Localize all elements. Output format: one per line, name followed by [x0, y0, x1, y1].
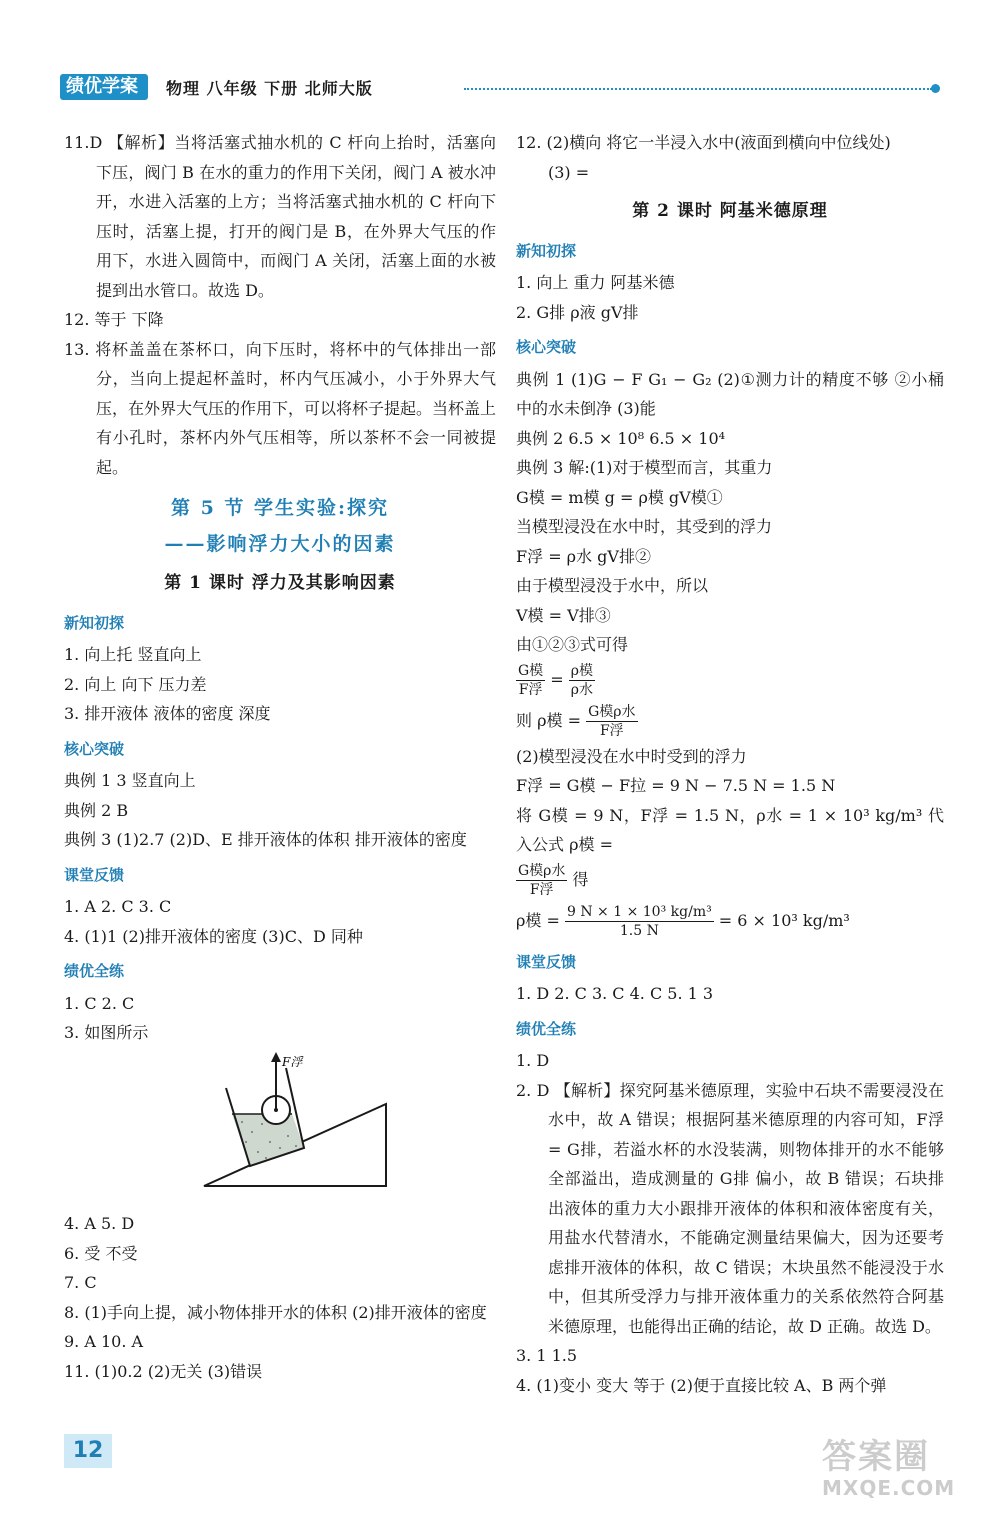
- answer-line: 1. A 2. C 3. C: [64, 897, 172, 916]
- section-subtitle: ——影响浮力大小的因素: [164, 532, 396, 555]
- answer-13: 13. 将杯盖盖在茶杯口，向下压时，将杯中的气体排出一部分，当向上提起杯盖时，杯内气压减小，小于外界大气压，在外界大气压的作用下，可以将杯子提起。当杯盖上有小孔时，茶杯内外气压相等，所以茶杯不会一同被提起。: [64, 339, 497, 477]
- header-dotted-rule: [464, 88, 932, 90]
- formula-line: G模 = m模 g = ρ模 gV模①: [516, 487, 723, 507]
- fraction-equation-b: 则 ρ模 = $\frac{\text{G模ρ水}}{\text{F浮}}$: [516, 703, 636, 739]
- answer-line: 11. (1)0.2 (2)无关 (3)错误: [64, 1361, 263, 1381]
- answer-line: 4. A 5. D: [64, 1214, 135, 1233]
- answer-12: 12. 等于 下降: [64, 310, 164, 329]
- answer-line: 9. A 10. A: [64, 1332, 144, 1351]
- fraction-equation-a: $\frac{\text{G模}}{\text{F浮}}$ = $\frac{\text{ρ模}}{\text{ρ水}}$: [518, 662, 594, 698]
- brand-logo: 绩优学案: [60, 74, 148, 100]
- heading-feedback: 课堂反馈: [64, 865, 125, 884]
- answer-line: 7. C: [64, 1273, 97, 1292]
- fraction-equation-d: ρ模 = $\frac{\text{9 N × 1 × 10³ kg/m³}}{1.5 N}$ = 6 × 10³ kg/m³: [516, 903, 850, 939]
- example-1: 典例 1 (1)G − F G₁ − G₂ (2)①测力计的精度不够 ②小桶中的水未倒净 (3)能: [516, 369, 944, 418]
- fraction: $\frac{\text{G模ρ水}}{\text{F浮}}$: [588, 703, 636, 739]
- buoyancy-diagram: [200, 1052, 390, 1196]
- formula-line: 由于模型浸没于水中，所以: [516, 576, 709, 595]
- example-3: 典例 3 (1)2.7 (2)D、E 排开液体的体积 排开液体的密度: [64, 830, 467, 849]
- fraction: $\frac{\text{G模ρ水}}{\text{F浮}}$: [518, 862, 566, 898]
- right-column: [516, 128, 944, 1400]
- heading-new-knowledge: 新知初探: [516, 241, 577, 260]
- example-2: 典例 2 B: [64, 800, 129, 820]
- formula-line: F浮 = G模 − F拉 = 9 N − 7.5 N = 1.5 N: [516, 776, 836, 795]
- answer-line: 2. 向上 向下 压力差: [64, 674, 207, 694]
- formula-line: F浮 = ρ水 gV排②: [516, 546, 651, 566]
- section-title: 第 5 节 学生实验:探究: [170, 497, 390, 519]
- book-subject: 物理 八年级 下册 北师大版: [166, 79, 373, 98]
- answer-line: 1. 向上托 竖直向上: [64, 645, 202, 664]
- heading-feedback: 课堂反馈: [516, 952, 577, 971]
- header-dot-icon: [931, 84, 940, 93]
- answer-line: 1. D: [516, 1051, 550, 1070]
- lesson-title: 第 1 课时 浮力及其影响因素: [164, 573, 396, 593]
- watermark-site: MXQE.COM: [822, 1476, 956, 1500]
- buoyancy-force-label: F浮: [282, 1054, 303, 1069]
- answer-line: 4. (1)1 (2)排开液体的密度 (3)C、D 同种: [64, 926, 363, 946]
- fraction: $\frac{\text{ρ模}}{\text{ρ水}}$: [570, 662, 594, 698]
- answer-line: 3. 如图所示: [64, 1023, 149, 1042]
- page-header: [60, 74, 940, 104]
- watermark-logo: 答案圈: [822, 1437, 930, 1477]
- answer-2: 2. D 【解析】探究阿基米德原理，实验中石块不需要浸没在水中，故 A 错误；根据阿基米德原理的内容可知，F浮 = G排，若溢水杯的水没装满，则物体排开的水不能够全部溢出，造成测量的 G排 偏小，故 B 错误；石块排出液体的重力大小跟排开液体的体积和液体密度有关，用盐水代替清水，不能确定测量结果偏大，因为还要考虑排开液体的体积，故 C 错误；木块虽然不能浸没于水中，但其所受浮力与排开液体重力的关系依然符合阿基米德原理，也能得出正确的结论，故 D 正确。故选 D。: [516, 1080, 944, 1336]
- fraction: $\frac{\text{G模}}{\text{F浮}}$: [518, 662, 544, 698]
- heading-core: 核心突破: [64, 739, 125, 758]
- left-column: [64, 128, 496, 1386]
- formula-line: 将 G模 = 9 N，F浮 = 1.5 N，ρ水 = 1 × 10³ kg/m³ 代入公式 ρ模 =: [516, 805, 944, 854]
- example-2: 典例 2 6.5 × 10⁸ 6.5 × 10⁴: [516, 428, 726, 448]
- heading-practice: 绩优全练: [516, 1019, 577, 1038]
- fraction-equation-c: $\frac{\text{G模ρ水}}{\text{F浮}}$ 得: [518, 862, 589, 898]
- answer-line: 2. G排 ρ液 gV排: [516, 302, 639, 322]
- answer-12-3: (3) =: [548, 162, 590, 182]
- answer-line: 1. C 2. C: [64, 993, 135, 1013]
- answer-line: 3. 1 1.5: [516, 1346, 578, 1365]
- example-1: 典例 1 3 竖直向上: [64, 771, 196, 790]
- heading-practice: 绩优全练: [64, 962, 125, 980]
- answer-line: 1. D 2. C 3. C 4. C 5. 1 3: [516, 984, 714, 1003]
- lesson-title: 第 2 课时 阿基米德原理: [632, 201, 828, 221]
- watermark: [822, 1438, 982, 1508]
- answer-11: 11.D 【解析】当将活塞式抽水机的 C 杆向上抬时，活塞向下压，阀门 B 在水的重力的作用下关闭，阀门 A 被水冲开，水进入活塞的上方；当将活塞式抽水机的 C 杆向下压时，活塞上提，打开的阀门是 B，在外界大气压的作用下，水进入圆筒中，而阀门 A 关闭，活塞上面的水被提到出水管口。故选 D。: [64, 133, 496, 300]
- answer-line: 4. (1)变小 变大 等于 (2)便于直接比较 A、B 两个弹: [516, 1375, 887, 1395]
- heading-new-knowledge: 新知初探: [64, 613, 125, 632]
- formula-line: (2)模型浸没在水中时受到的浮力: [516, 746, 747, 766]
- example-3: 典例 3 解:(1)对于模型而言，其重力: [516, 458, 773, 477]
- formula-line: 由①②③式可得: [516, 635, 629, 654]
- answer-line: 1. 向上 重力 阿基米德: [516, 273, 675, 292]
- fraction: $\frac{\text{9 N × 1 × 10³ kg/m³}}{1.5 N}$: [567, 903, 712, 939]
- answer-line: 3. 排开液体 液体的密度 深度: [64, 704, 271, 723]
- formula-line: 当模型浸没在水中时，其受到的浮力: [516, 517, 773, 536]
- heading-core: 核心突破: [516, 338, 577, 356]
- formula-line: V模 = V排③: [516, 605, 611, 625]
- answer-12: 12. (2)横向 将它一半浸入水中(液面到横向中位线处): [516, 133, 891, 152]
- answer-line: 6. 受 不受: [64, 1243, 138, 1263]
- page-number: 12: [64, 1434, 112, 1468]
- answer-line: 8. (1)手向上提，减小物体排开水的体积 (2)排开液体的密度: [64, 1302, 487, 1322]
